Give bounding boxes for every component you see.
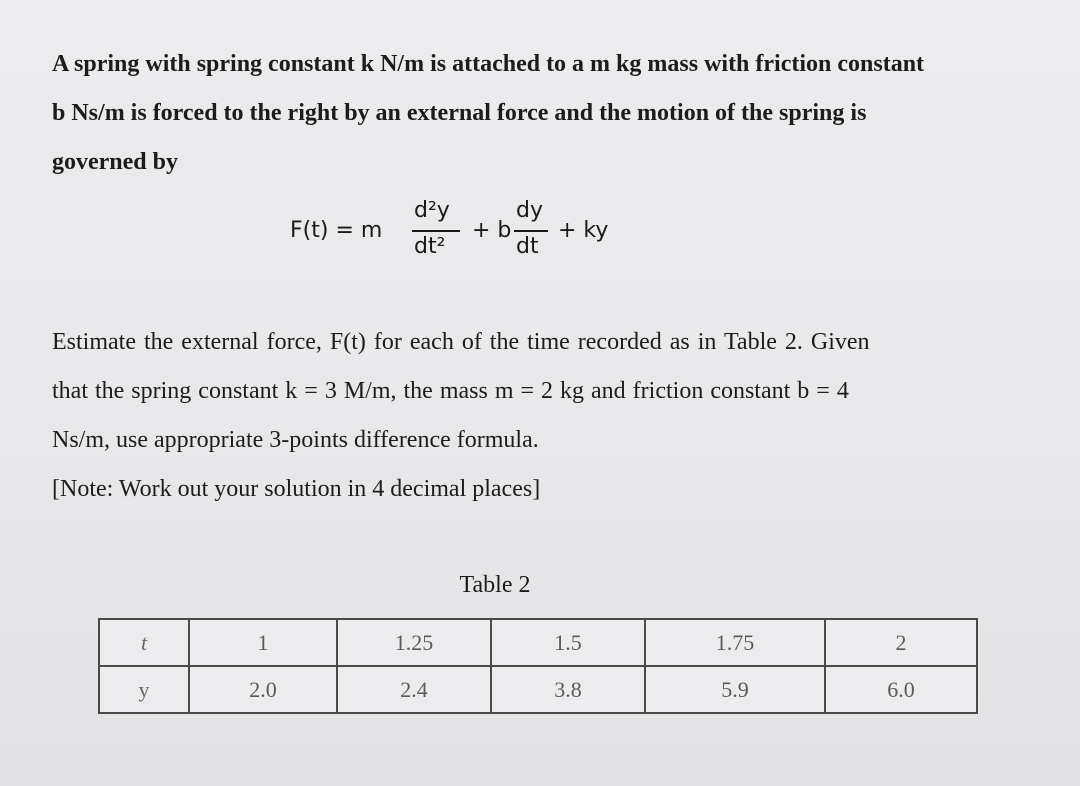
intro-line: governed by (52, 149, 178, 175)
table-row (99, 666, 977, 713)
task-line: Estimate the external force, F(t) for each of the time recorded as in Table 2. Given (52, 329, 870, 355)
table-cell: 1.5 (491, 619, 645, 666)
table-cell: 3.8 (491, 666, 645, 713)
problem-intro (52, 40, 1002, 187)
equation-first-derivative-numerator: dy (516, 198, 543, 223)
task-line: Ns/m, use appropriate 3-points difference formula. (52, 427, 539, 453)
table-cell: 2.0 (189, 666, 337, 713)
intro-line: A spring with spring constant k N/m is attached to a m kg mass with friction constant (52, 51, 925, 77)
row-header-y: y (99, 666, 189, 713)
problem-task (52, 318, 1002, 514)
fraction-bar (514, 230, 548, 232)
equation-second-derivative-denominator: dt² (414, 234, 446, 259)
table-cell: 6.0 (825, 666, 977, 713)
fraction-bar (412, 230, 460, 232)
table-cell: 1 (189, 619, 337, 666)
table-cell: 1.25 (337, 619, 491, 666)
equation-lhs: F(t) = m (290, 218, 383, 243)
table-caption: Table 2 (459, 572, 531, 598)
table-cell: 5.9 (645, 666, 825, 713)
table-cell: 2 (825, 619, 977, 666)
table-row (99, 619, 977, 666)
equation-plus-b: + b (472, 218, 512, 243)
table-cell: 1.75 (645, 619, 825, 666)
task-note: [Note: Work out your solution in 4 decimal places] (52, 476, 541, 502)
table-cell: 2.4 (337, 666, 491, 713)
data-table (98, 618, 978, 714)
row-header-t: t (99, 619, 189, 666)
equation-tail: + ky (558, 218, 609, 243)
task-line: that the spring constant k = 3 M/m, the mass m = 2 kg and friction constant b = 4 (52, 378, 849, 404)
equation-first-derivative-denominator: dt (516, 234, 539, 259)
intro-line: b Ns/m is forced to the right by an external force and the motion of the spring is (52, 100, 867, 126)
equation-second-derivative-numerator: d²y (414, 198, 450, 223)
